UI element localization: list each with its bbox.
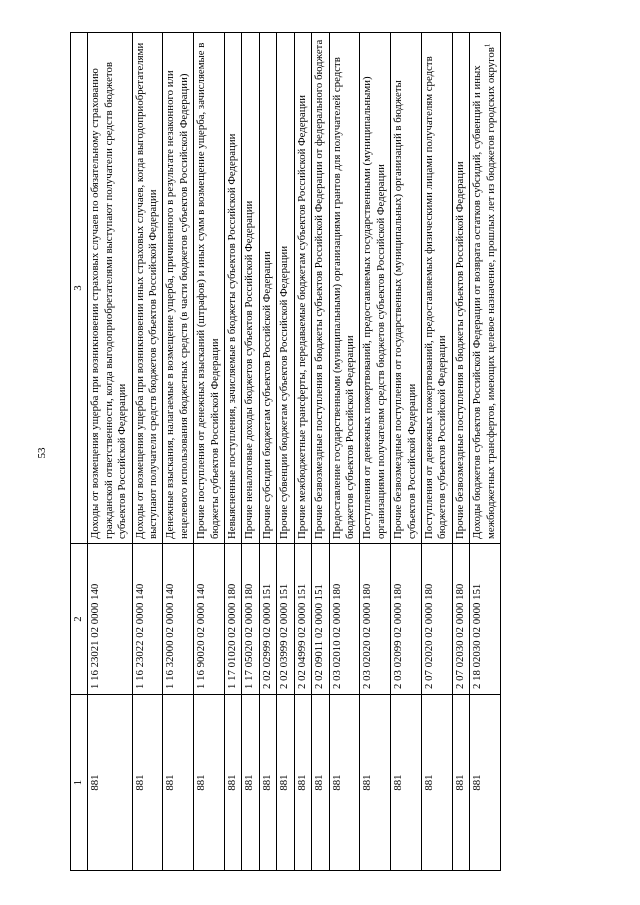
budget-code-cell: 1 16 23022 02 0000 140 [132,544,163,695]
table-row [360,33,391,871]
table-row [329,33,360,871]
table-row [225,33,242,871]
admin-code-cell: 881 [391,695,422,871]
admin-code-cell: 881 [259,695,276,871]
admin-code-cell: 881 [132,695,163,871]
revenue-codes-table [70,32,501,871]
page-number: 53 [36,447,48,459]
admin-code-cell: 881 [312,695,329,871]
table-row [242,33,259,871]
admin-code-cell: 881 [294,695,311,871]
revenue-name-cell: Прочие субсидии бюджетам субъектов Российской Федерации [259,33,276,544]
table-row [452,33,469,871]
revenue-name-cell: Доходы бюджетов субъектов Российской Федерации от возврата остатков субсидий, субвенций и иных межбюджетных трансфертов, имеющих целевое назначение, прошлых лет из бюджетов городских округов$^1$ [470,33,501,544]
budget-code-cell: 2 02 04999 02 0000 151 [294,544,311,695]
header-col-1: 1 [71,695,88,871]
admin-code-cell: 881 [277,695,294,871]
table-row [277,33,294,871]
revenue-name-cell: Прочие субвенции бюджетам субъектов Российской Федерации [277,33,294,544]
admin-code-cell: 881 [225,695,242,871]
admin-code-cell: 881 [470,695,501,871]
admin-code-cell: 881 [242,695,259,871]
budget-code-cell: 2 02 02999 02 0000 151 [259,544,276,695]
budget-code-cell: 2 03 02020 02 0000 180 [360,544,391,695]
admin-code-cell: 881 [88,695,132,871]
budget-code-cell: 2 18 02030 02 0000 151 [470,544,501,695]
revenue-name-cell: Прочие безвозмездные поступления в бюджеты субъектов Российской Федерации [452,33,469,544]
revenue-name-cell: Поступления от денежных пожертвований, предоставляемых физическими лицами получателям средств бюджетов субъектов Российской Федерации [421,33,452,544]
revenue-name-cell: Прочие поступления от денежных взысканий (штрафов) и иных сумм в возмещение ущерба, зачисляемые в бюджеты субъектов Российской Федерации [194,33,225,544]
budget-code-cell: 1 17 05020 02 0000 180 [242,544,259,695]
revenue-name-cell: Поступления от денежных пожертвований, предоставляемых государственными (муниципальными) организациями получателям средств бюджетов субъектов Российской Федерации [360,33,391,544]
table-row [391,33,422,871]
admin-code-cell: 881 [329,695,360,871]
revenue-name-cell: Прочие безвозмездные поступления от государственных (муниципальных) организаций в бюджеты субъектов Российской Федерации [391,33,422,544]
admin-code-cell: 881 [360,695,391,871]
revenue-name-cell: Доходы от возмещения ущерба при возникновении иных страховых случаев, когда выгодоприобретателями выступают получатели средств бюджетов субъектов Российской Федерации [132,33,163,544]
table-row [294,33,311,871]
budget-code-cell: 2 03 02010 02 0000 180 [329,544,360,695]
table-header-row [71,33,88,871]
budget-code-cell: 1 16 23021 02 0000 140 [88,544,132,695]
table-row [421,33,452,871]
budget-code-cell: 2 03 02099 02 0000 180 [391,544,422,695]
table-row [88,33,132,871]
table-row [132,33,163,871]
footnote-marker: 1 [482,43,491,48]
revenue-name-cell: Прочие межбюджетные трансферты, передаваемые бюджетам субъектов Российской Федерации [294,33,311,544]
rotated-table-wrapper [70,33,613,871]
budget-code-cell: 2 07 02020 02 0000 180 [421,544,452,695]
header-col-2: 2 [71,544,88,695]
revenue-name-cell: Прочие неналоговые доходы бюджетов субъектов Российской Федерации [242,33,259,544]
revenue-name-cell: Предоставление государственными (муниципальными) организациями грантов для получателей средств бюджетов субъектов Российской Федерации [329,33,360,544]
budget-code-cell: 1 16 32000 02 0000 140 [163,544,194,695]
revenue-name-cell: Доходы от возмещения ущерба при возникновении страховых случаев по обязательному страхованию гражданской ответственности, когда выгодоприобретателями выступают получатели средств бюджетов субъектов Российской Федерации [88,33,132,544]
admin-code-cell: 881 [163,695,194,871]
header-col-3: 3 [71,33,88,544]
table-row [194,33,225,871]
table-row [470,33,501,871]
budget-code-cell: 2 02 09011 02 0000 151 [312,544,329,695]
revenue-name-cell: Денежные взыскания, налагаемые в возмещение ущерба, причиненного в результате незаконного или нецелевого использования бюджетных средств (в части бюджетов субъектов Российской Федерации) [163,33,194,544]
budget-code-cell: 2 07 02030 02 0000 180 [452,544,469,695]
table-row [312,33,329,871]
revenue-name-cell: Невыясненные поступления, зачисляемые в бюджеты субъектов Российской Федерации [225,33,242,544]
admin-code-cell: 881 [452,695,469,871]
revenue-name-cell: Прочие безвозмездные поступления в бюджеты субъектов Российской Федерации от федерального бюджета [312,33,329,544]
admin-code-cell: 881 [421,695,452,871]
budget-code-cell: 2 02 03999 02 0000 151 [277,544,294,695]
budget-code-cell: 1 16 90020 02 0000 140 [194,544,225,695]
admin-code-cell: 881 [194,695,225,871]
budget-code-cell: 1 17 01020 02 0000 180 [225,544,242,695]
table-row [259,33,276,871]
table-row [163,33,194,871]
